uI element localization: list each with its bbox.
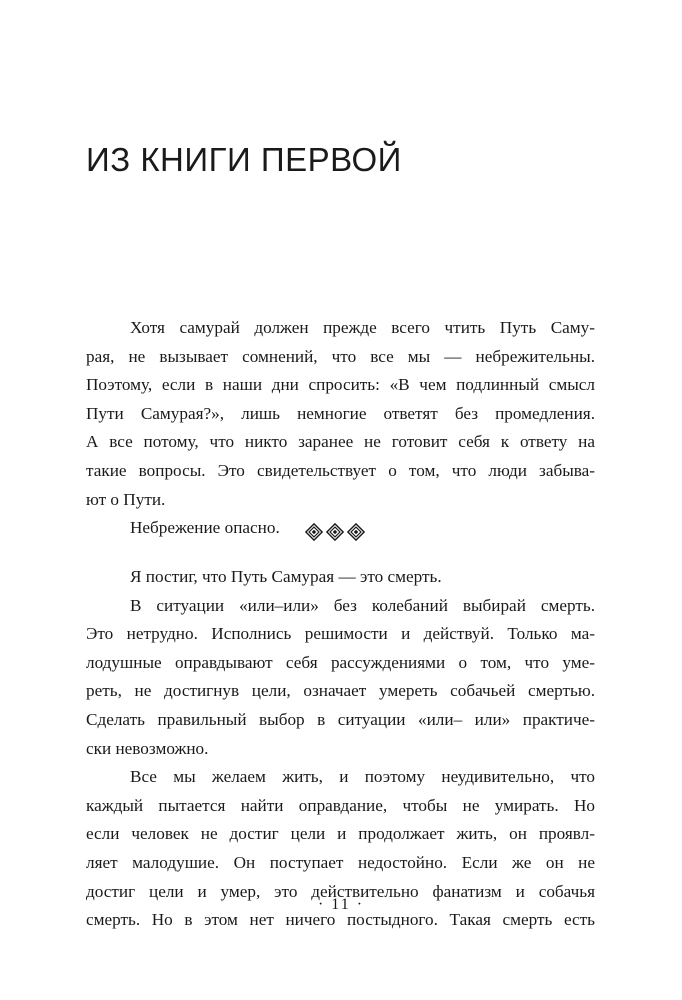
text-line: Это нетрудно. Исполнись решимости и действуй. Только ма- — [86, 624, 595, 644]
text-line: Пути Самурая?», лишь немногие ответят без промедления. — [86, 403, 595, 423]
text-line: ски невозможно. — [86, 738, 209, 758]
section-ornament — [305, 522, 365, 542]
text-line: Я постиг, что Путь Самурая — это смерть. — [130, 567, 442, 586]
text-line: Поэтому, если в наши дни спросить: «В чем подлинный смысл — [86, 375, 595, 395]
text-line: достиг цели и умер, это действительно фанатизм и собачья — [86, 881, 595, 901]
chapter-title: ИЗ КНИГИ ПЕРВОЙ — [86, 141, 402, 178]
text-line: если человек не достиг цели и продолжает жить, он проявл- — [86, 824, 595, 844]
text-line: рая, не вызывает сомнений, что все мы — небрежительны. — [86, 346, 595, 366]
text-line: ляет малодушие. Он поступает недостойно. Если же он не — [86, 852, 595, 872]
text-line: реть, не достигнув цели, означает умереть собачьей смертью. — [86, 681, 595, 701]
text-line: В ситуации «или–или» без колебаний выбирай смерть. — [130, 595, 595, 615]
text-block-intro — [86, 314, 595, 543]
page-number: · 11 · — [317, 896, 365, 913]
text-line: Хотя самурай должен прежде всего чтить Путь Саму- — [130, 318, 595, 337]
diamond-fleuron-icon — [305, 523, 323, 541]
text-line: такие вопросы. Это свидетельствует о том, что люди забыва- — [86, 460, 595, 480]
text-line: Сделать правильный выбор в ситуации «или– или» практиче- — [86, 709, 595, 729]
text-line: Все мы желаем жить, и поэтому неудивительно, что — [130, 767, 595, 787]
text-line: лодушные оправдывают себя рассуждениями о том, что уме- — [86, 652, 595, 672]
text-line: каждый пытается найти оправдание, чтобы не умирать. Но — [86, 795, 595, 815]
text-block-main — [86, 563, 595, 935]
text-line: смерть. Но в этом нет ничего постыдного. Такая смерть есть — [86, 910, 595, 930]
text-line: Небрежение опасно. — [130, 518, 280, 538]
diamond-fleuron-icon — [326, 523, 344, 541]
text-line: А все потому, что никто заранее не готовит себя к ответу на — [86, 432, 595, 452]
diamond-fleuron-icon — [347, 523, 365, 541]
text-line: ют о Пути. — [86, 489, 166, 509]
